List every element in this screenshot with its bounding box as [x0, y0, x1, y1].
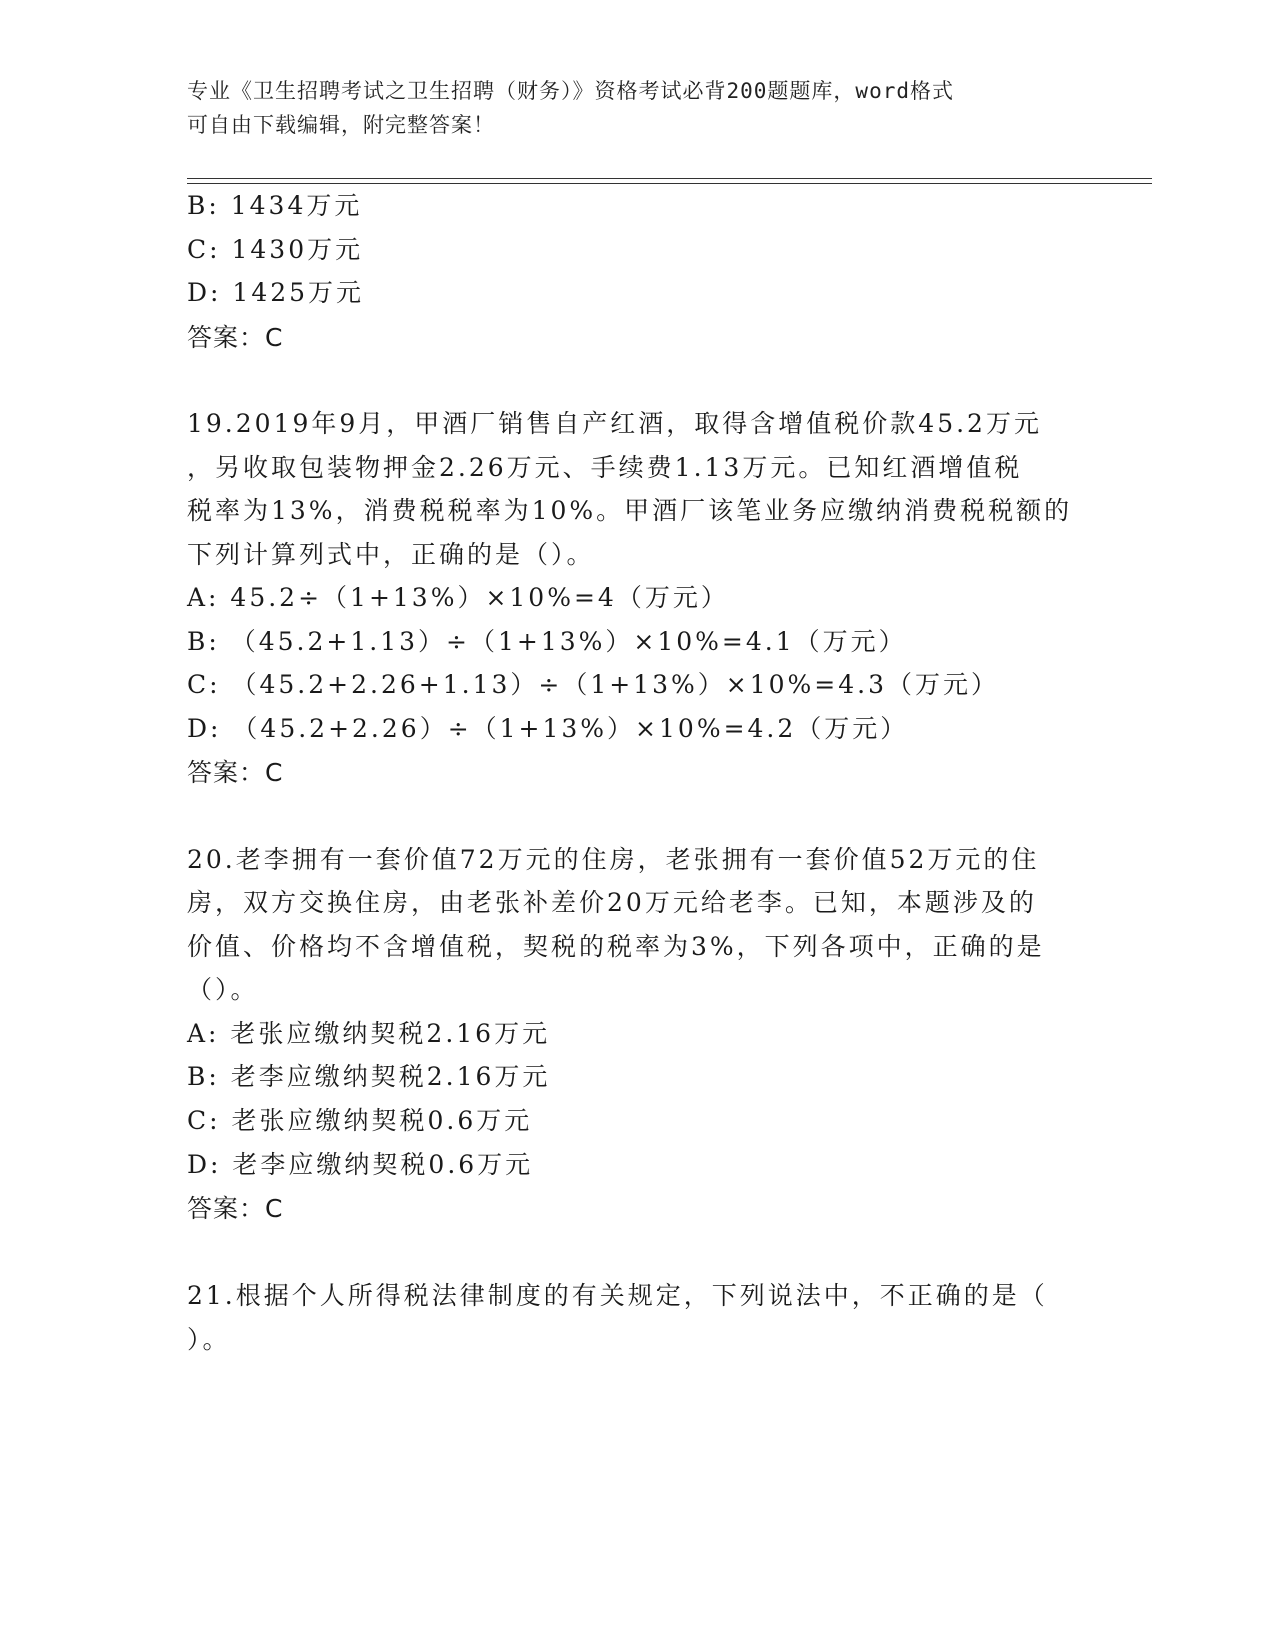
q21-stem-line-1: 21.根据个人所得税法律制度的有关规定，下列说法中，不正确的是（ — [187, 1281, 1048, 1310]
q20-option-c: C: 老张应缴纳契税0.6万元 — [187, 1106, 533, 1135]
q20-stem-line-3: 价值、价格均不含增值税，契税的税率为3%，下列各项中，正确的是 — [187, 932, 1045, 961]
q20-option-d: D: 老李应缴纳契税0.6万元 — [187, 1150, 534, 1179]
q20-answer: 答案：C — [187, 1194, 284, 1223]
header-divider-bottom — [187, 183, 1152, 184]
q19-option-c: C: （45.2+2.26+1.13）÷（1+13%）×10%=4.3（万元） — [187, 670, 999, 699]
header-line-2: 可自由下载编辑，附完整答案！ — [187, 113, 495, 137]
header-line-1: 专业《卫生招聘考试之卫生招聘（财务）》资格考试必背200题题库，word格式 — [187, 79, 954, 103]
q20-option-a: A: 老张应缴纳契税2.16万元 — [187, 1019, 551, 1048]
q21-stem-line-2: ）。 — [187, 1325, 231, 1354]
header-divider-top — [187, 178, 1152, 179]
q19-option-b: B: （45.2+1.13）÷（1+13%）×10%=4.1（万元） — [187, 627, 907, 656]
q19-stem-line-3: 税率为13%，消费税税率为10%。甲酒厂该笔业务应缴纳消费税税额的 — [187, 496, 1073, 525]
q20-option-b: B: 老李应缴纳契税2.16万元 — [187, 1062, 551, 1091]
q19-stem-line-4: 下列计算列式中，正确的是（）。 — [187, 540, 595, 569]
q19-option-d: D: （45.2+2.26）÷（1+13%）×10%=4.2（万元） — [187, 714, 909, 743]
q19-stem-line-2: ，另收取包装物押金2.26万元、手续费1.13万元。已知红酒增值税 — [187, 453, 1023, 482]
q19-stem-line-1: 19.2019年9月，甲酒厂销售自产红酒，取得含增值税价款45.2万元 — [187, 409, 1042, 438]
q19-answer: 答案：C — [187, 758, 284, 787]
q18-answer: 答案：C — [187, 323, 284, 352]
q20-stem-line-4: （）。 — [187, 975, 259, 1004]
q20-stem-line-2: 房，双方交换住房，由老张补差价20万元给老李。已知，本题涉及的 — [187, 888, 1037, 917]
q19-option-a: A: 45.2÷（1+13%）×10%=4（万元） — [187, 583, 729, 612]
q18-option-d: D: 1425万元 — [187, 278, 365, 307]
document-header — [187, 74, 1067, 142]
q18-option-b: B: 1434万元 — [187, 191, 363, 220]
q20-stem-line-1: 20.老李拥有一套价值72万元的住房，老张拥有一套价值52万元的住 — [187, 845, 1040, 874]
q18-option-c: C: 1430万元 — [187, 235, 364, 264]
